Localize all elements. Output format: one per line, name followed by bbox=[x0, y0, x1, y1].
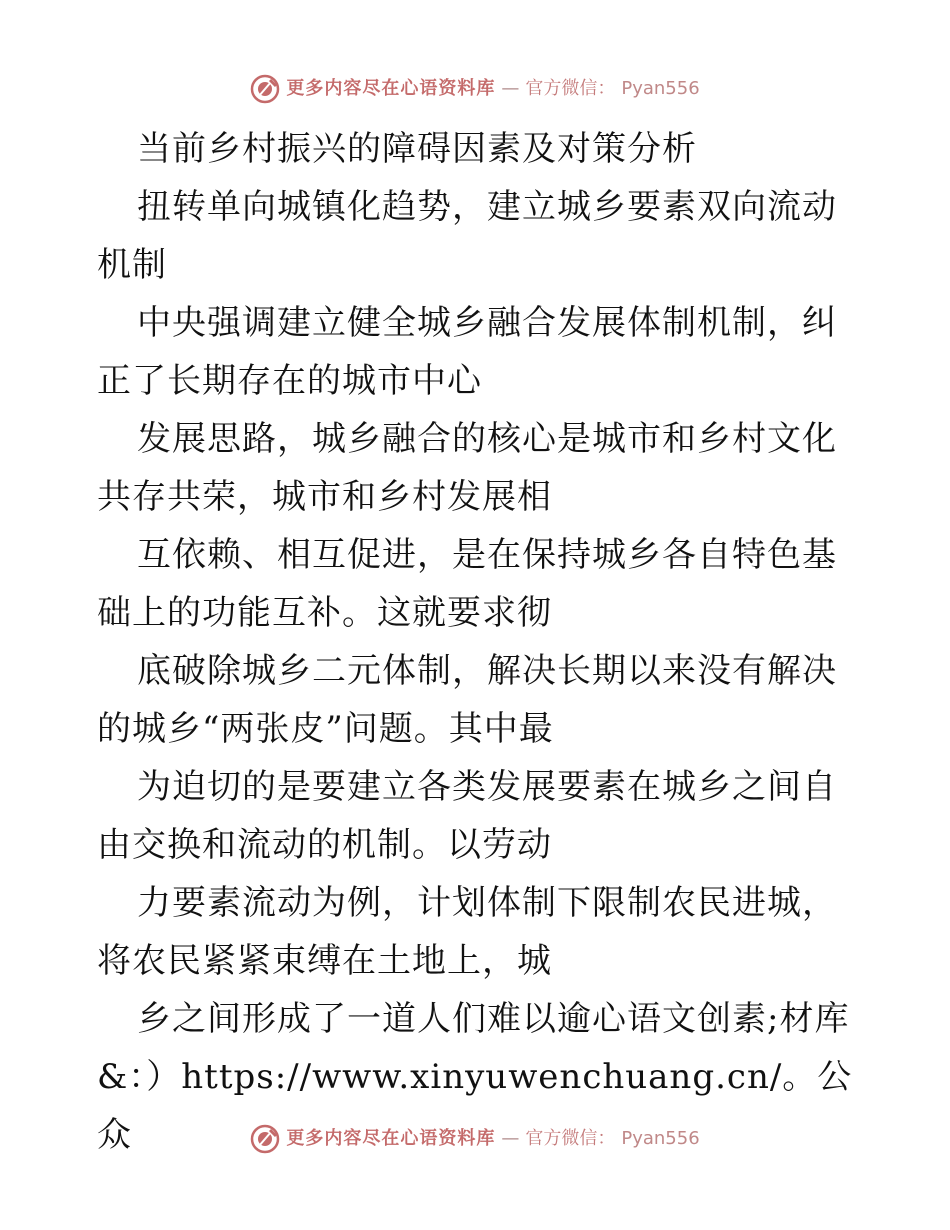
paragraph-line: 扭转单向城镇化趋势，建立城乡要素双向流动机制 bbox=[97, 187, 837, 285]
paragraph-line: 乡之间形成了一道人们难以逾心语文创素;材库&：）https://www.xinyuwenchuang.cn/。公众 bbox=[97, 999, 853, 1155]
document-title: 当前乡村振兴的障碍因素及对策分析 bbox=[137, 129, 697, 169]
paragraph-line: 互依赖、相互促进，是在保持城乡各自特色基础上的功能互补。这就要求彻 bbox=[97, 535, 837, 633]
seal-logo-icon bbox=[250, 1124, 280, 1154]
seal-logo-icon bbox=[250, 74, 280, 104]
footer-watermark bbox=[0, 1124, 950, 1163]
header-watermark bbox=[0, 74, 950, 113]
watermark-main-text: 更多内容尽在心语资料库 bbox=[286, 1128, 496, 1149]
watermark-contact-id: Pyan556 bbox=[621, 1128, 700, 1149]
watermark-separator: — bbox=[501, 1128, 520, 1149]
paragraph-line: 为迫切的是要建立各类发展要素在城乡之间自由交换和流动的机制。以劳动 bbox=[97, 767, 837, 865]
watermark-separator: — bbox=[501, 78, 520, 99]
watermark-contact-id: Pyan556 bbox=[621, 78, 700, 99]
watermark-contact-label: 官方微信： bbox=[525, 78, 616, 99]
watermark-contact-label: 官方微信： bbox=[525, 1128, 616, 1149]
document-body bbox=[97, 120, 857, 1164]
watermark-main-text: 更多内容尽在心语资料库 bbox=[286, 78, 496, 99]
paragraph-line: 发展思路，城乡融合的核心是城市和乡村文化共存共荣，城市和乡村发展相 bbox=[97, 419, 837, 517]
paragraph-line: 力要素流动为例，计划体制下限制农民进城，将农民紧紧束缚在土地上，城 bbox=[97, 883, 837, 981]
paragraph-line: 底破除城乡二元体制，解决长期以来没有解决的城乡“两张皮”问题。其中最 bbox=[97, 651, 837, 749]
paragraph-line: 中央强调建立健全城乡融合发展体制机制，纠正了长期存在的城市中心 bbox=[97, 303, 837, 401]
